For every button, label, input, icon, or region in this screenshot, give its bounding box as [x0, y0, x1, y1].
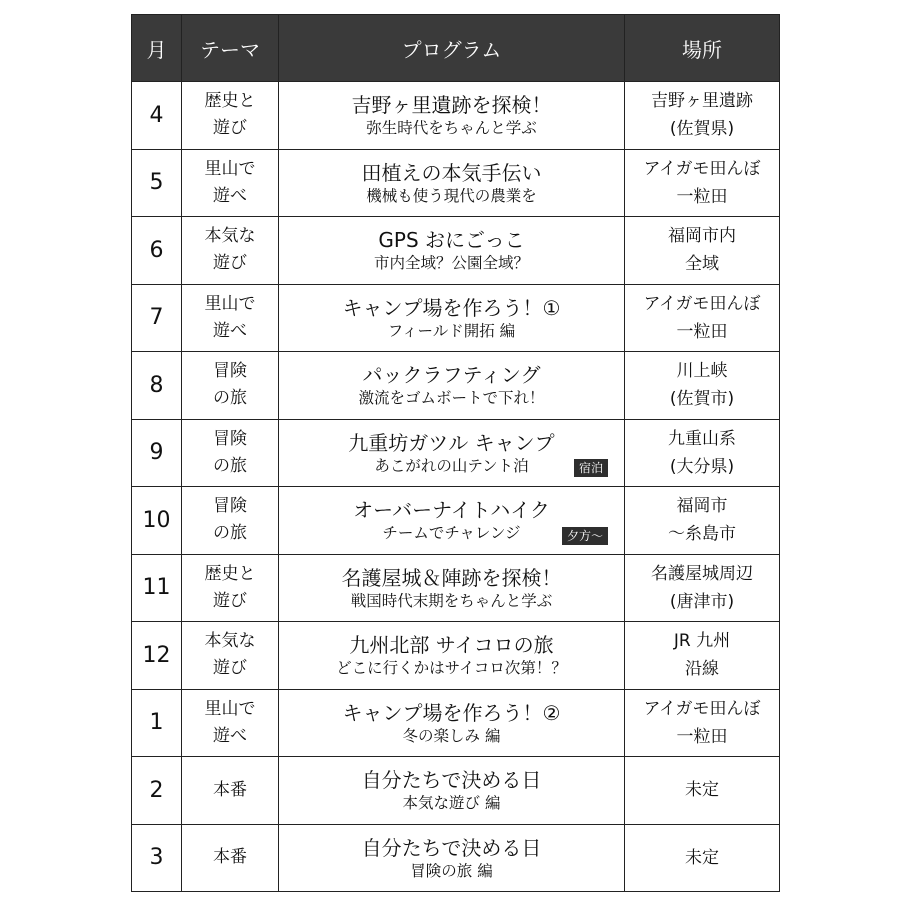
theme-line: 遊び [213, 253, 247, 274]
theme-cell [182, 149, 279, 217]
theme-line: 遊べ [213, 185, 247, 206]
program-cell [279, 487, 625, 555]
month-cell: 6 [132, 217, 182, 285]
place-line: 一粒田 [676, 726, 728, 747]
program-title: 自分たちで決める日 [361, 768, 542, 793]
theme-cell [182, 824, 279, 892]
program-title: キャンプ場を作ろう！① [342, 295, 561, 320]
program-cell [279, 352, 625, 420]
theme-line: 遊び [213, 118, 247, 139]
place-line: アイガモ田んぼ [643, 158, 761, 179]
month-cell: 5 [132, 149, 182, 217]
place-line: 一粒田 [676, 321, 728, 342]
place-line: 九重山系 [668, 428, 736, 449]
program-subtitle: フィールド開拓 編 [387, 321, 516, 340]
table-row [132, 824, 780, 892]
theme-line: 冒険 [213, 361, 247, 382]
program-badge: 宿泊 [574, 459, 608, 477]
place-line: (唐津市) [669, 591, 735, 612]
program-cell [279, 419, 625, 487]
place-cell [625, 352, 780, 420]
program-cell [279, 284, 625, 352]
theme-line: 里山で [204, 158, 256, 179]
table-row [132, 284, 780, 352]
theme-line: 冒険 [213, 428, 247, 449]
theme-line: の旅 [213, 455, 247, 476]
theme-cell [182, 82, 279, 150]
program-subtitle: 機械も使う現代の農業を [366, 186, 537, 205]
program-title: キャンプ場を作ろう！② [342, 700, 561, 725]
theme-cell [182, 352, 279, 420]
theme-cell [182, 554, 279, 622]
header-program: プログラム [279, 15, 625, 82]
month-cell: 11 [132, 554, 182, 622]
program-subtitle: 冒険の旅 編 [410, 861, 493, 880]
theme-line: 遊べ [213, 320, 247, 341]
theme-line: 里山で [204, 698, 256, 719]
place-cell [625, 622, 780, 690]
table-row [132, 622, 780, 690]
table-row [132, 149, 780, 217]
place-line: 名護屋城周辺 [651, 563, 753, 584]
table-row [132, 487, 780, 555]
place-line: (佐賀市) [669, 389, 735, 410]
theme-cell [182, 419, 279, 487]
program-cell [279, 149, 625, 217]
program-schedule-table [131, 14, 780, 892]
place-line: 川上峡 [676, 361, 728, 382]
program-subtitle: どこに行くかはサイコロ次第！？ [336, 659, 567, 678]
theme-line: 本番 [213, 779, 247, 800]
theme-cell [182, 487, 279, 555]
place-cell [625, 284, 780, 352]
place-line: 吉野ヶ里遺跡 [651, 91, 753, 112]
theme-cell [182, 757, 279, 825]
program-title: 吉野ヶ里遺跡を探検！ [351, 93, 552, 118]
place-line: 〜糸島市 [668, 524, 736, 545]
program-title: GPS おにごっこ [378, 228, 525, 253]
month-cell: 8 [132, 352, 182, 420]
program-cell [279, 554, 625, 622]
place-cell [625, 487, 780, 555]
place-cell [625, 824, 780, 892]
header-month: 月 [132, 15, 182, 82]
theme-line: 遊び [213, 590, 247, 611]
header-row [132, 15, 780, 82]
program-title: 名護屋城＆陣跡を探検！ [341, 565, 562, 590]
month-cell: 9 [132, 419, 182, 487]
program-cell [279, 82, 625, 150]
place-line: アイガモ田んぼ [643, 293, 761, 314]
theme-line: 歴史と [204, 91, 256, 112]
table-row [132, 352, 780, 420]
header-place: 場所 [625, 15, 780, 82]
program-title: 九州北部 サイコロの旅 [349, 633, 554, 658]
table-row [132, 217, 780, 285]
table-row [132, 757, 780, 825]
program-title: パックラフティング [362, 363, 541, 388]
month-cell: 1 [132, 689, 182, 757]
place-line: 未定 [685, 847, 719, 868]
table-row [132, 419, 780, 487]
theme-cell [182, 622, 279, 690]
program-subtitle: 本気な遊び 編 [402, 794, 501, 813]
theme-line: 遊び [213, 658, 247, 679]
place-line: 全域 [685, 254, 719, 275]
table-body [132, 82, 780, 892]
program-cell [279, 217, 625, 285]
program-cell [279, 757, 625, 825]
place-line: 一粒田 [676, 186, 728, 207]
header-theme: テーマ [182, 15, 279, 82]
theme-line: 冒険 [213, 496, 247, 517]
place-line: 福岡市内 [668, 226, 736, 247]
theme-cell [182, 217, 279, 285]
place-cell [625, 82, 780, 150]
place-cell [625, 419, 780, 487]
program-cell [279, 689, 625, 757]
month-cell: 7 [132, 284, 182, 352]
program-subtitle: あこがれの山テント泊 [374, 456, 529, 475]
program-title: 九重坊ガツル キャンプ [348, 430, 555, 455]
program-title: オーバーナイトハイク [353, 498, 550, 523]
place-line: 未定 [685, 780, 719, 801]
table-row [132, 82, 780, 150]
program-title: 自分たちで決める日 [361, 835, 542, 860]
program-cell [279, 622, 625, 690]
theme-cell [182, 689, 279, 757]
theme-line: 本気な [204, 226, 256, 247]
theme-line: 本番 [213, 847, 247, 868]
program-badge: 夕方〜 [562, 527, 608, 545]
program-subtitle: チームでチャレンジ [382, 524, 521, 543]
month-cell: 12 [132, 622, 182, 690]
table-row [132, 689, 780, 757]
theme-line: 里山で [204, 293, 256, 314]
place-cell [625, 757, 780, 825]
month-cell: 2 [132, 757, 182, 825]
month-cell: 3 [132, 824, 182, 892]
place-cell [625, 217, 780, 285]
place-line: (大分県) [669, 456, 735, 477]
month-cell: 10 [132, 487, 182, 555]
month-cell: 4 [132, 82, 182, 150]
place-cell [625, 689, 780, 757]
place-line: アイガモ田んぼ [643, 698, 761, 719]
theme-line: 遊べ [213, 725, 247, 746]
program-subtitle: 冬の楽しみ 編 [402, 726, 501, 745]
place-line: 沿線 [685, 659, 719, 680]
place-line: 福岡市 [676, 496, 728, 517]
program-subtitle: 激流をゴムボートで下れ！ [358, 389, 545, 408]
place-cell [625, 149, 780, 217]
program-cell [279, 824, 625, 892]
table-row [132, 554, 780, 622]
theme-cell [182, 284, 279, 352]
place-line: (佐賀県) [669, 119, 735, 140]
place-line: JR 九州 [673, 631, 731, 652]
place-cell [625, 554, 780, 622]
theme-line: の旅 [213, 523, 247, 544]
program-subtitle: 市内全域？公園全域？ [373, 254, 529, 273]
theme-line: 歴史と [204, 563, 256, 584]
theme-line: の旅 [213, 388, 247, 409]
program-subtitle: 戦国時代末期をちゃんと学ぶ [350, 591, 553, 610]
program-title: 田植えの本気手伝い [361, 160, 542, 185]
theme-line: 本気な [204, 631, 256, 652]
program-subtitle: 弥生時代をちゃんと学ぶ [366, 119, 537, 138]
